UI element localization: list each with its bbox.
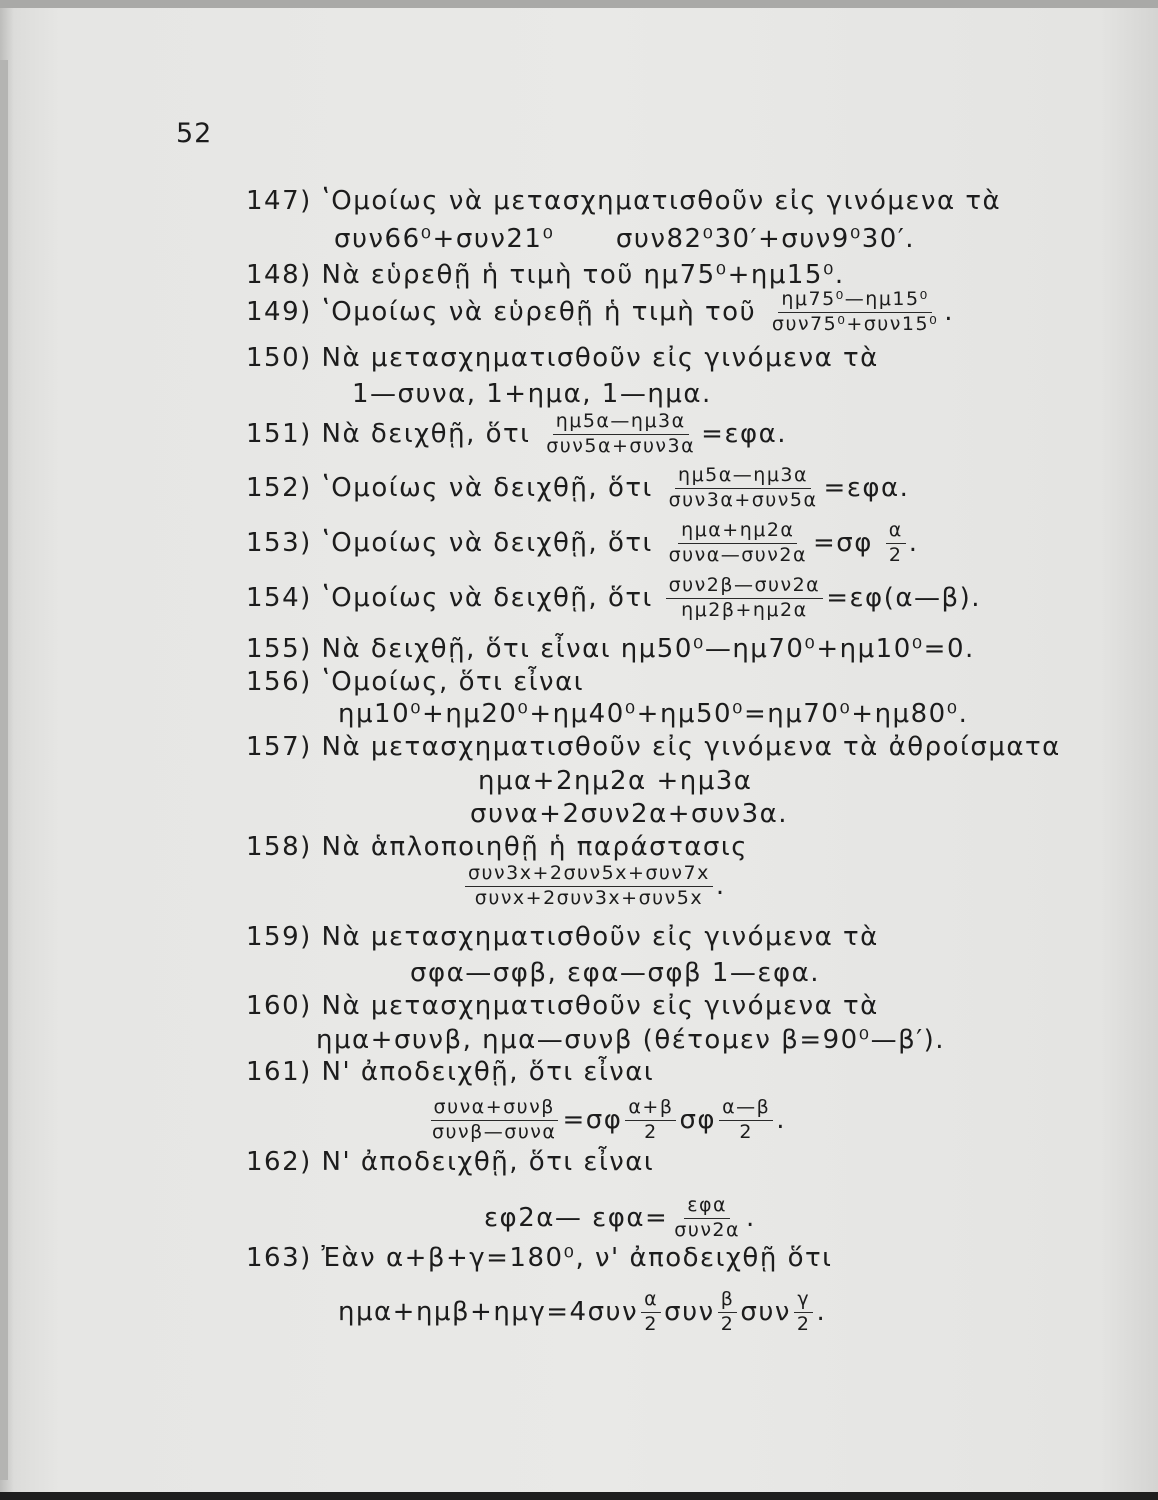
left-hand-side: ημα+ημβ+ημγ=4συν bbox=[338, 1296, 639, 1327]
fraction bbox=[465, 864, 713, 909]
scan-top-edge bbox=[0, 0, 1158, 8]
problem-text: Ν' ἀποδειχθῇ, ὅτι εἶναι bbox=[321, 1147, 655, 1177]
problem-text: Νὰ δειχθῇ, ὅτι bbox=[321, 418, 531, 449]
numerator: ημ75⁰—ημ15⁰ bbox=[778, 290, 931, 313]
numerator: α bbox=[886, 521, 906, 544]
denominator: συν3α+συν5α bbox=[668, 488, 818, 511]
problem-157-expression-2 bbox=[470, 801, 788, 827]
numerator: ημ5α—ημ3α bbox=[675, 466, 811, 489]
problem-147-expressions bbox=[334, 226, 915, 252]
fraction bbox=[543, 412, 698, 457]
expression: ημα+συνβ, ημα—συνβ (θέτομεν β=90⁰—β′). bbox=[316, 1025, 946, 1055]
punctuation: . bbox=[944, 296, 954, 327]
numerator: συν2β—συν2α bbox=[666, 576, 824, 599]
right-hand-side: =σφ bbox=[813, 527, 873, 558]
problem-157-expression-1 bbox=[478, 768, 752, 794]
denominator: 2 bbox=[644, 1312, 658, 1335]
problem-label: 158) bbox=[246, 832, 312, 862]
problem-label: 149) bbox=[246, 296, 312, 327]
problem-label: 152) bbox=[246, 472, 312, 503]
expression: σφα—σφβ, εφα—σφβ 1—εφα. bbox=[410, 958, 821, 988]
problem-text: Ἐὰν α+β+γ=180⁰, ν' ἀποδειχθῇ ὅτι bbox=[321, 1243, 833, 1273]
numerator: ημα+ημ2α bbox=[678, 521, 797, 544]
expression: συν82⁰30′+συν9⁰30′. bbox=[615, 224, 916, 254]
denominator: συνα—συν2α bbox=[668, 543, 808, 566]
problem-text: Νὰ ἁπλοποιηθῇ ἡ παράστασις bbox=[321, 832, 748, 862]
half-beta-fraction bbox=[718, 1290, 738, 1335]
problem-label: 161) bbox=[246, 1057, 312, 1087]
problem-150-expression bbox=[352, 381, 712, 407]
problem-label: 150) bbox=[246, 343, 312, 373]
problem-text: Νὰ δειχθῇ, ὅτι εἶναι ημ50⁰—ημ70⁰+ημ10⁰=0. bbox=[321, 634, 975, 664]
expression: ημα+2ημ2α +ημ3α bbox=[478, 766, 753, 796]
denominator: συν75⁰+συν15⁰ bbox=[771, 312, 939, 335]
left-hand-side: εφ2α— εφα= bbox=[484, 1202, 669, 1233]
problem-150 bbox=[246, 345, 879, 371]
problem-text: ʽΟμοίως, ὅτι εἶναι bbox=[321, 667, 585, 697]
problem-label: 154) bbox=[246, 582, 312, 613]
problem-text: ʽΟμοίως νὰ δειχθῇ, ὅτι bbox=[321, 582, 653, 613]
problem-161 bbox=[246, 1059, 654, 1085]
punctuation: . bbox=[776, 1104, 787, 1135]
problem-text: Νὰ μετασχηματισθοῦν εἰς γινόμενα τὰ bbox=[321, 991, 879, 1021]
fraction bbox=[666, 576, 824, 621]
numerator: γ bbox=[794, 1290, 813, 1313]
problem-text: ʽΟμοίως νὰ δειχθῇ, ὅτι bbox=[321, 472, 653, 503]
fraction bbox=[666, 521, 810, 566]
denominator: 2 bbox=[644, 1120, 658, 1143]
numerator: α+β bbox=[625, 1098, 676, 1121]
problem-149 bbox=[246, 290, 954, 335]
half-angle-fraction bbox=[886, 521, 906, 566]
problem-159 bbox=[246, 924, 879, 950]
problem-text: ʽΟμοίως νὰ δειχθῇ, ὅτι bbox=[321, 527, 653, 558]
denominator: 2 bbox=[720, 1312, 735, 1335]
problem-156-expression bbox=[338, 701, 968, 727]
half-alpha-fraction bbox=[641, 1290, 661, 1335]
problem-159-expression bbox=[410, 960, 820, 986]
expression: ημ10⁰+ημ20⁰+ημ40⁰+ημ50⁰=ημ70⁰+ημ80⁰. bbox=[338, 699, 969, 729]
problem-text: Ν' ἀποδειχθῇ, ὅτι εἶναι bbox=[321, 1057, 655, 1087]
scan-bottom-edge bbox=[0, 1492, 1158, 1500]
numerator: α—β bbox=[719, 1098, 773, 1121]
problem-label: 159) bbox=[246, 922, 312, 952]
problem-text: Νὰ μετασχηματισθοῦν εἰς γινόμενα τὰ ἀθροίσματα bbox=[321, 732, 1061, 762]
problem-152 bbox=[246, 466, 909, 511]
denominator: ημ2β+ημ2α bbox=[681, 598, 808, 621]
right-hand-side: =εφα. bbox=[701, 418, 788, 449]
problem-158 bbox=[246, 834, 748, 860]
denominator: συνx+2συν3x+συν5x bbox=[474, 886, 704, 909]
denominator: συν2α bbox=[674, 1218, 741, 1241]
numerator: α bbox=[641, 1290, 661, 1313]
problem-text: Νὰ μετασχηματισθοῦν εἰς γινόμενα τὰ bbox=[321, 922, 879, 952]
expression: συνα+2συν2α+συν3α. bbox=[470, 799, 789, 829]
problem-162-expression bbox=[484, 1196, 756, 1241]
scan-left-shadow bbox=[0, 60, 8, 1480]
numerator: εφα bbox=[684, 1196, 730, 1219]
page-number: 52 bbox=[176, 118, 213, 149]
problem-163 bbox=[246, 1245, 832, 1271]
expression: 1—συνα, 1+ημα, 1—ημα. bbox=[352, 379, 712, 409]
fraction bbox=[769, 290, 941, 335]
cos: συν bbox=[740, 1296, 791, 1327]
fraction bbox=[666, 466, 821, 511]
fraction bbox=[429, 1098, 559, 1143]
problem-161-expression bbox=[426, 1098, 786, 1143]
problem-163-expression bbox=[338, 1290, 826, 1335]
problem-158-expression bbox=[462, 864, 726, 909]
problem-label: 156) bbox=[246, 667, 312, 697]
problem-label: 163) bbox=[246, 1243, 312, 1273]
problem-text: ʽΟμοίως νὰ μετασχηματισθοῦν εἰς γινόμενα τὰ bbox=[321, 186, 1002, 216]
expression: συν66⁰+συν21⁰ bbox=[334, 224, 555, 254]
problem-label: 157) bbox=[246, 732, 312, 762]
denominator: 2 bbox=[739, 1120, 753, 1143]
half-gamma-fraction bbox=[794, 1290, 814, 1335]
problem-151 bbox=[246, 412, 787, 457]
denominator: 2 bbox=[796, 1312, 811, 1335]
problem-160 bbox=[246, 993, 879, 1019]
problem-160-expression bbox=[316, 1027, 945, 1053]
fraction bbox=[671, 1196, 743, 1241]
cos: συν bbox=[664, 1296, 715, 1327]
problem-label: 153) bbox=[246, 527, 312, 558]
numerator: β bbox=[718, 1290, 738, 1313]
denominator: συνβ—συνα bbox=[432, 1120, 557, 1143]
right-hand-side: =εφα. bbox=[823, 472, 910, 503]
punctuation: . bbox=[908, 527, 919, 558]
problem-148 bbox=[246, 262, 845, 288]
problem-label: 151) bbox=[246, 418, 312, 449]
problem-label: 160) bbox=[246, 991, 312, 1021]
problem-155 bbox=[246, 636, 975, 662]
problem-153 bbox=[246, 521, 919, 566]
numerator: συνα+συνβ bbox=[431, 1098, 558, 1121]
denominator: συν5α+συν3α bbox=[546, 434, 696, 457]
problem-label: 148) bbox=[246, 260, 312, 290]
problem-157 bbox=[246, 734, 1061, 760]
punctuation: . bbox=[816, 1296, 827, 1327]
punctuation: . bbox=[746, 1202, 756, 1233]
punctuation: . bbox=[715, 870, 726, 901]
right-hand-side: =εφ(α—β). bbox=[826, 582, 981, 613]
problem-162 bbox=[246, 1149, 654, 1175]
cot: σφ bbox=[679, 1104, 717, 1135]
problem-147 bbox=[246, 188, 1001, 214]
problem-154 bbox=[246, 576, 981, 621]
half-difference-fraction bbox=[719, 1098, 773, 1143]
problem-label: 155) bbox=[246, 634, 312, 664]
problem-156 bbox=[246, 669, 584, 695]
problem-label: 162) bbox=[246, 1147, 312, 1177]
problem-text: Νὰ μετασχηματισθοῦν εἰς γινόμενα τὰ bbox=[321, 343, 879, 373]
equals-cot: =σφ bbox=[562, 1104, 623, 1135]
denominator: 2 bbox=[888, 543, 903, 566]
problem-label: 147) bbox=[246, 186, 312, 216]
problem-text: ʽΟμοίως νὰ εὑρεθῇ ἡ τιμὴ τοῦ bbox=[321, 296, 757, 327]
problem-text: Νὰ εὑρεθῇ ἡ τιμὴ τοῦ ημ75⁰+ημ15⁰. bbox=[321, 260, 845, 290]
numerator: συν3x+2συν5x+συν7x bbox=[465, 864, 713, 887]
numerator: ημ5α—ημ3α bbox=[553, 412, 689, 435]
half-sum-fraction bbox=[625, 1098, 676, 1143]
